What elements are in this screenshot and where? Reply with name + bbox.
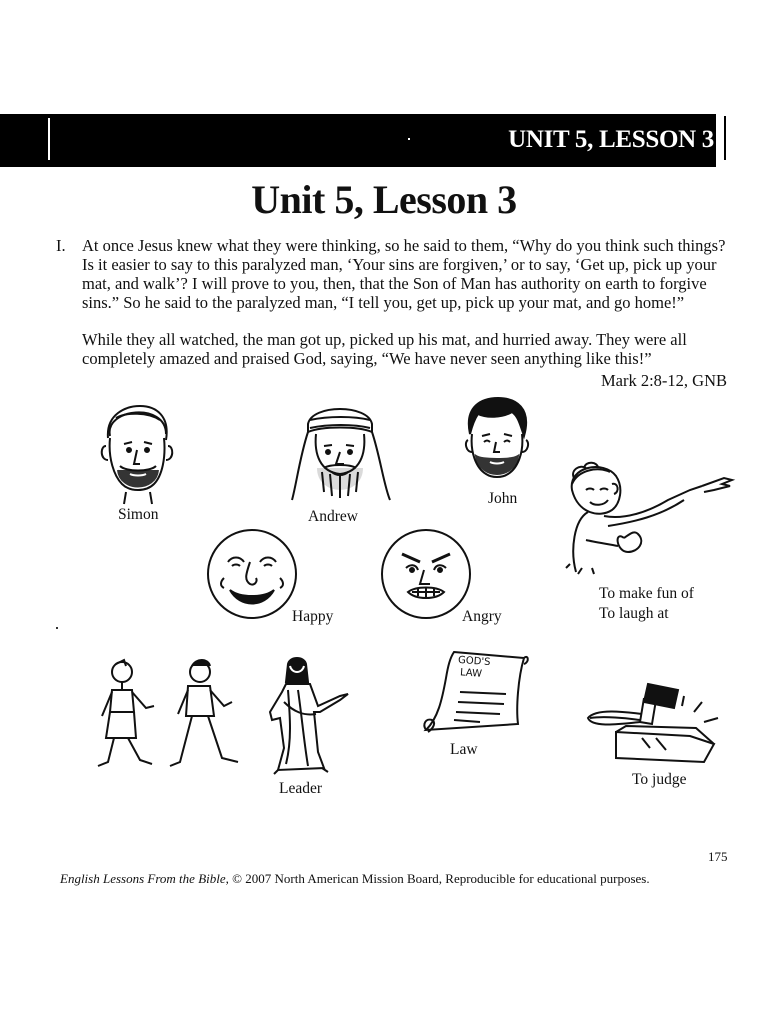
stray-mark	[56, 627, 58, 629]
passage-paragraph-2: While they all watched, the man got up, picked up his mat, and hurried away. They were all completely amazed and praised God, saying, “We have never seen anything like this!”	[82, 330, 687, 368]
banner-end-rule	[724, 116, 726, 160]
label-happy: Happy	[292, 608, 334, 625]
book-title: English Lessons From the Bible,	[60, 871, 229, 886]
law-scroll-text-2: LAW	[459, 667, 483, 680]
label-simon: Simon	[118, 506, 159, 523]
banner-divider	[48, 118, 50, 160]
gavel-illustration	[586, 678, 722, 764]
label-mock-line-1: To make fun of	[599, 585, 694, 602]
page-number: 175	[708, 849, 728, 864]
label-andrew: Andrew	[308, 508, 358, 525]
andrew-illustration	[288, 396, 394, 504]
copyright-text: © 2007 North American Mission Board, Reproducible for educational purposes.	[232, 871, 650, 886]
mocking-man-illustration	[564, 460, 736, 578]
label-leader: Leader	[279, 780, 323, 797]
label-judge: To judge	[632, 771, 687, 788]
scripture-citation: Mark 2:8-12, GNB	[600, 371, 727, 390]
footer-credit	[60, 871, 650, 887]
label-mock-line-2: To laugh at	[599, 605, 669, 622]
leader-illustration	[264, 656, 350, 776]
happy-face-illustration	[206, 528, 298, 620]
passage-paragraph-1: At once Jesus knew what they were thinking, so he said to them, “Why do you think such things? Is it easier to say to this paralyzed man, ‘Your sins are forgiven,’ or to say, ‘Get up, pick up your mat, and walk’? I will prove to you, then, that the Son of Man has authority on earth to forgive sins.” So he said to the paralyzed man, “I tell you, get up, pick up your mat, and go home!”	[82, 236, 726, 312]
angry-face-illustration	[380, 528, 472, 620]
law-scroll-text-1: GOD'S	[457, 654, 491, 669]
label-john: John	[488, 490, 518, 507]
banner-speck	[408, 138, 410, 140]
simon-illustration	[96, 398, 178, 504]
walking-children-illustration	[96, 658, 246, 776]
john-illustration	[462, 396, 532, 480]
page-title: Unit 5, Lesson 3	[251, 177, 517, 222]
label-angry: Angry	[462, 608, 502, 625]
banner-title: UNIT 5, LESSON 3	[508, 126, 714, 153]
section-number: I.	[56, 236, 66, 255]
unit-banner	[0, 114, 716, 167]
label-law: Law	[450, 741, 478, 758]
